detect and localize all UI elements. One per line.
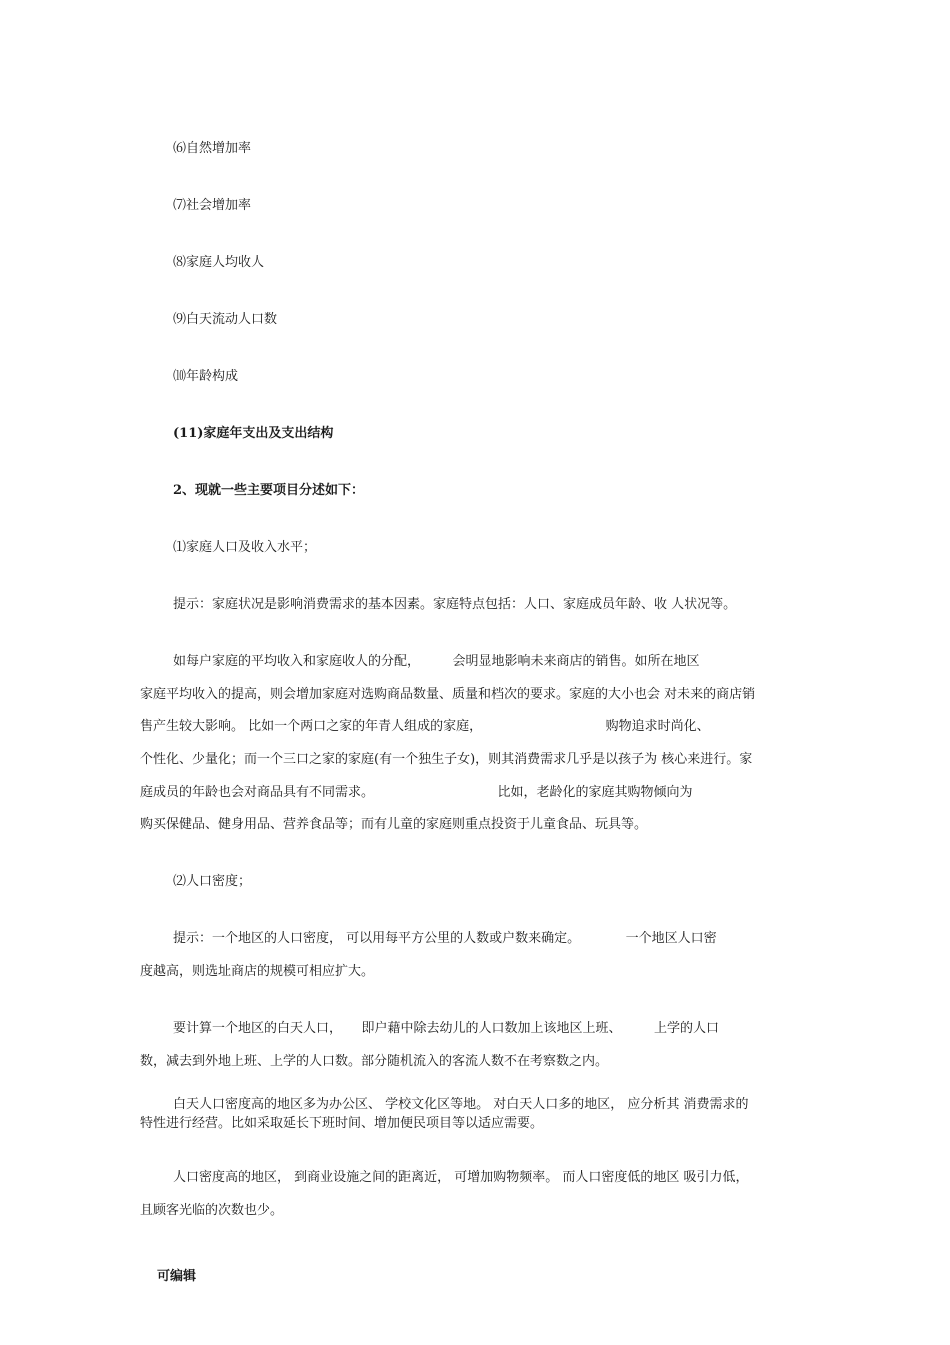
paragraph-line: 购买保健品、健身用品、营养食品等；而有儿童的家庭则重点投资于儿童食品、玩具等。	[140, 817, 648, 832]
list-item-social-growth-rate: ⑺社会增加率	[173, 198, 252, 213]
paragraph-line: 家庭平均收入的提高，则会增加家庭对选购商品数量、质量和档次的要求。家庭的大小也会 对未来的商店销	[140, 687, 756, 702]
paragraph-line: 售产生较大影响。 比如一个两口之家的年青人组成的家庭， 购物追求时尚化、	[140, 719, 710, 734]
section-heading: 2、现就一些主要项目分述如下：	[173, 483, 365, 498]
subheading-population-density: ⑵人口密度；	[173, 874, 252, 889]
tip-paragraph-density: 提示：一个地区的人口密度， 可以用每平方公里的人数或户数来确定。 一个地区人口密	[173, 931, 717, 946]
paragraph-line: 且顾客光临的次数也少。	[140, 1203, 284, 1218]
list-item-household-income: ⑻家庭人均收人	[173, 255, 265, 270]
tip-paragraph-household: 提示：家庭状况是影响消费需求的基本因素。家庭特点包括：人口、家庭成员年龄、收 人状况等。	[173, 597, 737, 612]
paragraph-line: 特性进行经营。比如采取延长下班时间、增加便民项目等以适应需要。	[140, 1116, 544, 1131]
paragraph-line: 要计算一个地区的白天人口， 即户藉中除去幼儿的人口数加上该地区上班、 上学的人口	[173, 1021, 720, 1036]
paragraph-line: 白天人口密度高的地区多为办公区、 学校文化区等地。 对白天人口多的地区， 应分析其 消费需求的	[173, 1097, 749, 1112]
paragraph-line: 如每户家庭的平均收入和家庭收人的分配， 会明显地影响未来商店的销售。如所在地区	[173, 654, 700, 669]
list-item-household-expenditure: (11)家庭年支出及支出结构	[173, 426, 334, 441]
paragraph-line: 庭成员的年龄也会对商品具有不同需求。 比如，老龄化的家庭其购物倾向为	[140, 785, 693, 800]
paragraph-line: 数，减去到外地上班、上学的人口数。部分随机流入的客流人数不在考察数之内。	[140, 1054, 609, 1069]
tip-paragraph-density: 度越高，则选址商店的规模可相应扩大。	[140, 964, 375, 979]
list-item-age-structure: ⑽年龄构成	[173, 369, 239, 384]
footer-editable-label: 可编辑	[157, 1269, 197, 1284]
paragraph-line: 人口密度高的地区， 到商业设施之间的距离近， 可增加购物频率。 而人口密度低的地区 吸引力低，	[173, 1170, 749, 1185]
list-item-daytime-floating-population: ⑼白天流动人口数	[173, 312, 278, 327]
list-item-natural-growth-rate: ⑹自然增加率	[173, 141, 252, 156]
subheading-household-income: ⑴家庭人口及收入水平；	[173, 540, 317, 555]
paragraph-line: 个性化、少量化；而一个三口之家的家庭(有一个独生子女)，则其消费需求几乎是以孩子为 核心来进行。家	[140, 752, 753, 767]
